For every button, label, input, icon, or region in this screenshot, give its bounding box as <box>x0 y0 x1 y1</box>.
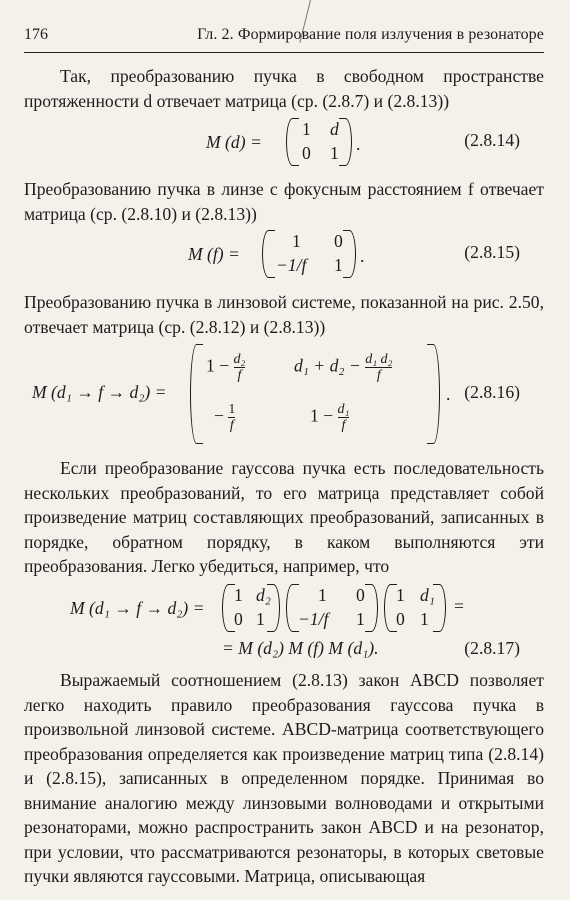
matrix-cell: 0 <box>234 609 243 629</box>
equation-period: . <box>446 384 451 404</box>
running-title: Гл. 2. Формирование поля излучения в резонаторе <box>197 26 544 43</box>
matrix-cell: 1 <box>302 119 311 139</box>
matrix-cell: 0 <box>302 143 311 163</box>
matrix-cell: 0 <box>396 609 405 629</box>
equation-equals: = <box>454 596 464 616</box>
equation-2-8-17 <box>24 584 544 664</box>
equation-period: . <box>356 134 361 154</box>
equation-number: (2.8.14) <box>464 130 520 150</box>
equation-2-8-16 <box>24 344 544 444</box>
matrix-cell: 1 <box>396 585 405 605</box>
equation-number: (2.8.17) <box>464 638 520 658</box>
paragraph-lens-system: Преобразованию пучка в линзовой системе, показанной на рис. 2.50, отвечает матрица (ср. (2.8.12) и (2.8.13)) <box>24 292 544 337</box>
matrix-cell: 1 <box>318 585 327 605</box>
matrix-cell: 1 <box>234 585 243 605</box>
matrix-cell: d₁ <box>420 585 435 605</box>
matrix-cell: 1 <box>420 609 429 629</box>
equation-lhs: M (d) = <box>206 132 262 152</box>
equation-number: (2.8.15) <box>464 242 520 262</box>
matrix-1 <box>222 584 280 632</box>
equation-line-2: = M (d₂) M (f) M (d₁). <box>222 638 379 658</box>
equation-2-8-14 <box>24 118 544 168</box>
matrix-cell-c: − $\frac{1}{f}$ <box>214 402 236 433</box>
paragraph-lens: Преобразованию пучка в линзе с фокусным расстоянием f отвечает матрица (ср. (2.8.10) и (2.8.13)) <box>24 179 544 224</box>
paragraph-composition: Если преобразование гауссова пучка есть последовательность нескольких преобразований, то его матрица представляет собой произведение матриц составляющих преобразований, записанных в порядке, обратном порядку, в каком выполняются эти преобразования. Легко убедиться, например, что <box>24 458 544 576</box>
matrix <box>190 344 440 444</box>
matrix-cell: d <box>330 119 339 139</box>
matrix-cell-a: 1 − $\frac{\text{d₂}}{f}$ <box>206 352 246 383</box>
matrix-cell-b: d₁ + d₂ − $\frac{\text{d₁ d₂}}{f}$ <box>294 352 393 383</box>
matrix-cell: −1/f <box>276 255 307 275</box>
matrix-cell: 0 <box>356 585 365 605</box>
paragraph-free-space: Так, преобразованию пучка в свободном пространстве протяженности d отвечает матрица (ср. (2.8.7) и (2.8.13)) <box>24 66 544 111</box>
equation-lhs: M (d₁ → f → d₂) = <box>32 382 167 402</box>
matrix-cell: 1 <box>330 143 339 163</box>
equation-2-8-15 <box>24 230 544 280</box>
matrix-3 <box>384 584 446 632</box>
matrix-cell: 0 <box>334 231 343 251</box>
matrix-cell: 1 <box>292 231 301 251</box>
matrix-cell-d: 1 − $\frac{\text{d₁}}{f}$ <box>310 402 350 433</box>
matrix-2 <box>286 584 378 632</box>
equation-number: (2.8.16) <box>464 382 520 402</box>
matrix-cell: −1/f <box>298 609 329 629</box>
running-header <box>24 24 544 50</box>
matrix <box>262 230 356 278</box>
paragraph-abcd-law: Выражаемый соотношением (2.8.13) закон ABCD позволяет легко находить правило преобразования гауссова пучка в произвольной линзовой системе. ABCD-матрица соответствующего преобразования определяется как произведение матриц типа (2.8.14) и (2.8.15), записанных в определенном порядке. Принимая во внимание аналогию между линзовыми волноводами и открытыми резонаторами, можно распространить закон ABCD и на резонатор, при условии, что рассматриваются резонаторы, в которых световые пучки являются гауссовыми. Матрица, описывающая <box>24 670 544 886</box>
matrix-cell: 1 <box>256 609 265 629</box>
page-number: 176 <box>24 26 48 43</box>
equation-lhs: M (d₁ → f → d₂) = <box>70 598 205 618</box>
matrix-cell: 1 <box>356 609 365 629</box>
matrix <box>286 118 352 166</box>
equation-period: . <box>360 246 365 266</box>
header-rule <box>24 52 544 53</box>
matrix-cell: 1 <box>334 255 343 275</box>
matrix-cell: d₂ <box>256 585 271 605</box>
equation-lhs: M (f) = <box>188 244 240 264</box>
